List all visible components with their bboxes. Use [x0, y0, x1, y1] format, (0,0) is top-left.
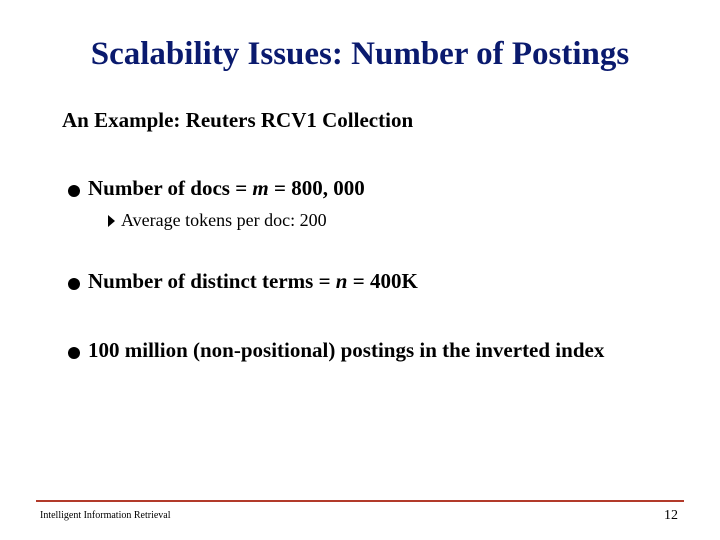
bullet-item-postings — [68, 340, 628, 365]
page-number: 12 — [664, 508, 678, 523]
bullet-dot-icon — [68, 178, 88, 203]
bullet-dot-icon — [68, 271, 88, 296]
bullet-item-docs — [68, 178, 365, 203]
bullet-item-terms — [68, 271, 418, 296]
footer-divider — [36, 500, 684, 502]
sub-bullet-text: Average tokens per doc: 200 — [121, 210, 327, 230]
bullet-text: Number of docs = m = 800, 000 — [88, 176, 365, 200]
footer-course-title: Intelligent Information Retrieval — [40, 510, 171, 521]
bullet-text: 100 million (non-positional) postings in the inverted index — [88, 338, 605, 362]
bullet-text: Number of distinct terms = n = 400K — [88, 269, 418, 293]
slide-title: Scalability Issues: Number of Postings — [90, 36, 630, 72]
sub-bullet-item — [108, 210, 327, 231]
bullet-dot-icon — [68, 340, 88, 365]
triangle-bullet-icon — [108, 215, 115, 227]
slide-subtitle: An Example: Reuters RCV1 Collection — [62, 108, 414, 132]
